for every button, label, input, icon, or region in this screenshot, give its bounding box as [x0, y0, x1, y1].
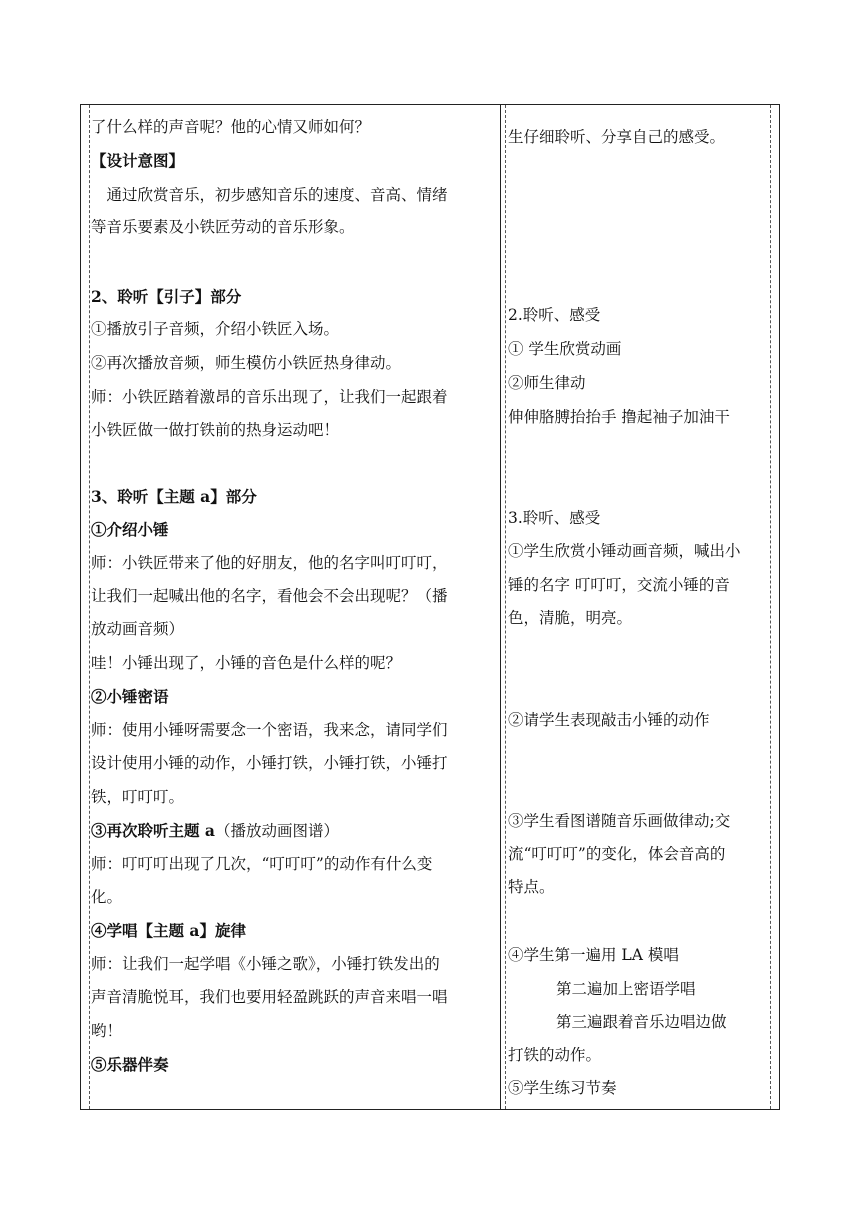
text-line: 第三遍跟着音乐边唱边做: [556, 1013, 727, 1031]
right-edge-dashed: [770, 105, 771, 1109]
text-line: ①播放引子音频，介绍小铁匠入场。: [91, 320, 340, 338]
text-line: 打铁的动作。: [508, 1046, 602, 1064]
text-line: 放动画音频）: [91, 620, 185, 638]
text-line: 声音清脆悦耳，我们也要用轻盈跳跃的声音来唱一唱: [91, 988, 448, 1006]
text-line: 3.聆听、感受: [508, 509, 601, 527]
text-line: ④学生第一遍用 LA 模唱: [508, 946, 679, 964]
text-line: 锤的名字 叮叮叮，交流小锤的音: [508, 576, 730, 594]
text-line: 等音乐要素及小铁匠劳动的音乐形象。: [91, 218, 355, 236]
section-heading: 【设计意图】: [91, 151, 185, 170]
text-line: 了什么样的声音呢？他的心情又师如何？: [91, 118, 371, 136]
text-line: ②再次播放音频，师生模仿小铁匠热身律动。: [91, 354, 402, 372]
section-heading: 2、聆听【引子】部分: [91, 287, 242, 306]
sub-heading: ③再次聆听主题 a: [91, 821, 215, 840]
text-line: ⑤学生练习节奏: [508, 1079, 617, 1097]
lesson-table: [80, 104, 780, 1110]
sub-heading: ④学唱【主题 a】旋律: [91, 921, 246, 940]
section-heading: 3、聆听【主题 a】部分: [91, 487, 257, 506]
right-dashed-margin: [505, 105, 506, 1109]
text-line: 第二遍加上密语学唱: [556, 980, 696, 998]
text-line: 通过欣赏音乐，初步感知音乐的速度、音高、情绪: [91, 186, 448, 204]
text-line: ③学生看图谱随音乐画做律动;交: [508, 812, 731, 830]
text-line: 师：让我们一起学唱《小锤之歌》，小锤打铁发出的: [91, 955, 440, 973]
text-line: 小铁匠做一做打铁前的热身运动吧！: [91, 421, 340, 439]
text-line: 设计使用小锤的动作，小锤打铁，小锤打铁，小锤打: [91, 754, 448, 772]
sub-heading: ②小锤密语: [91, 687, 169, 706]
text-line: 师：小铁匠带来了他的好朋友，他的名字叫叮叮叮，: [91, 554, 448, 572]
text-line: 2.聆听、感受: [508, 306, 601, 324]
text-line: ①学生欣赏小锤动画音频，喊出小: [508, 542, 741, 560]
text-line: 伸伸胳膊抬抬手 撸起袖子加油干: [508, 408, 730, 426]
text-line: 让我们一起喊出他的名字，看他会不会出现呢？（播: [91, 587, 448, 605]
sub-heading-line: [91, 821, 339, 841]
sub-heading: ①介绍小锤: [91, 520, 169, 539]
text-line: 生仔细聆听、分享自己的感受。: [508, 128, 726, 146]
text-line: ②师生律动: [508, 374, 586, 392]
text-line: 师：使用小锤呀需要念一个密语，我来念，请同学们: [91, 721, 448, 739]
text-line: 铁，叮叮叮。: [91, 788, 185, 806]
text-line: 化。: [91, 888, 123, 906]
left-dashed-margin: [89, 105, 90, 1109]
column-divider: [500, 105, 501, 1109]
text-line: 色，清脆，明亮。: [508, 609, 633, 627]
text-line: 特点。: [508, 878, 555, 896]
text-line: 哟！: [91, 1022, 123, 1040]
text-line: ②请学生表现敲击小锤的动作: [508, 711, 710, 729]
text-line: 师：小铁匠踏着激昂的音乐出现了，让我们一起跟着: [91, 388, 448, 406]
text-line: 流“叮叮叮”的变化，体会音高的: [508, 845, 726, 863]
sub-heading: ⑤乐器伴奏: [91, 1055, 169, 1074]
sub-heading-note: （播放动画图谱）: [214, 822, 339, 840]
text-line: 哇！小锤出现了，小锤的音色是什么样的呢？: [91, 654, 402, 672]
text-line: ① 学生欣赏动画: [508, 340, 622, 358]
text-line: 师：叮叮叮出现了几次，“叮叮叮”的动作有什么变: [91, 855, 433, 873]
